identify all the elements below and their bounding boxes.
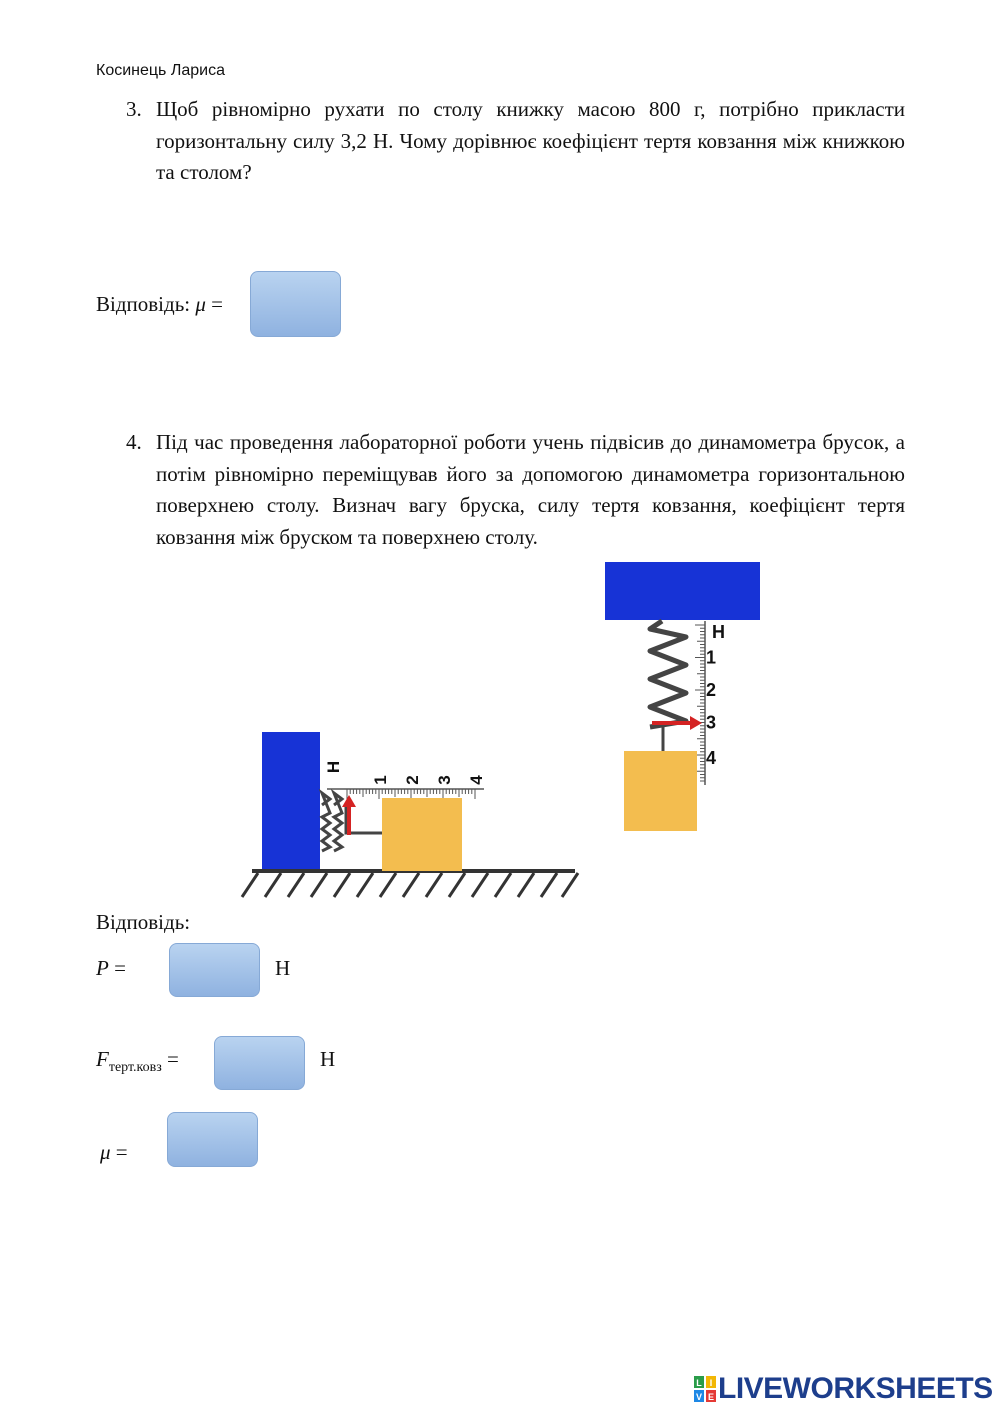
task-4-mu-label-group: [100, 1140, 128, 1165]
task-3-answer-label: Відповідь:: [96, 292, 191, 316]
task-3-number: 3.: [126, 97, 142, 121]
weight-unit: Н: [275, 956, 291, 980]
svg-text:I: I: [709, 1378, 713, 1388]
horizontal-hook: [346, 803, 382, 833]
task-3-mu-answer-box[interactable]: [250, 271, 341, 337]
horizontal-scale-label: 2: [403, 775, 422, 785]
horizontal-scale-label: 4: [467, 775, 486, 785]
weight-equals-sign: =: [114, 956, 126, 980]
svg-text:V: V: [695, 1392, 703, 1402]
horizontal-experiment: [242, 732, 578, 897]
friction-symbol: F: [96, 1047, 109, 1071]
left-support-block: [262, 732, 320, 871]
liveworksheets-brand: [694, 1372, 993, 1406]
task-3-equals-sign: =: [211, 292, 224, 316]
weight-label-group: [96, 956, 126, 981]
horizontal-scale-label: 3: [435, 775, 454, 785]
task-4-mu-symbol: μ: [100, 1140, 111, 1164]
friction-subscript: терт.ковз: [108, 1060, 162, 1075]
author-name: Косинець Лариса: [96, 62, 225, 79]
task-3-answer-label-group: [96, 292, 223, 317]
horizontal-spring: [322, 793, 330, 851]
liveworksheets-wordmark: LIVEWORKSHEETS: [718, 1372, 993, 1405]
friction-equals-sign: =: [167, 1047, 179, 1071]
horizontal-scale-unit: Н: [324, 760, 343, 774]
task-3: [96, 94, 905, 189]
horizontal-block: [382, 798, 462, 871]
vertical-scale-label: 1: [706, 647, 717, 668]
svg-text:E: E: [707, 1392, 715, 1402]
svg-text:L: L: [696, 1378, 702, 1388]
vertical-experiment: [605, 562, 760, 831]
task-3-text: Щоб рівномірно рухати по столу книжку масою 800 г, потрібно прикласти горизонтальну силу 3,2 Н. Чому дорівнює коефіцієнт тертя ковзання між книжкою та столом?: [156, 97, 905, 184]
table-hatching: [242, 873, 578, 897]
liveworksheets-logo-icon: [694, 1376, 716, 1402]
friction-label-group: [96, 1047, 179, 1075]
weight-symbol: P: [96, 956, 109, 980]
weight-answer-box[interactable]: [169, 943, 260, 997]
dynamometer-figure: [212, 555, 788, 911]
task-4-mu-answer-box[interactable]: [167, 1112, 258, 1167]
vertical-scale-label: 3: [706, 712, 717, 733]
friction-unit: Н: [320, 1047, 336, 1071]
vertical-spring: [650, 621, 686, 727]
vertical-scale-unit: Н: [712, 622, 725, 642]
horizontal-scale-label: 1: [371, 775, 390, 785]
vertical-scale-label: 4: [706, 748, 717, 768]
task-4-mu-equals-sign: =: [115, 1140, 128, 1164]
friction-answer-box[interactable]: [214, 1036, 305, 1090]
vertical-scale-label: 2: [706, 680, 717, 700]
task-4-answer-label: Відповідь:: [96, 910, 191, 934]
top-support-block: [605, 562, 760, 620]
task-4-number: 4.: [126, 430, 142, 454]
task-4: [96, 427, 905, 553]
task-3-mu-symbol: μ: [195, 292, 206, 316]
hanging-block: [624, 751, 697, 831]
task-4-text: Під час проведення лабораторної роботи учень підвісив до динамометра брусок, а потім рівномірно переміщував його за допомогою динамометра горизонтальною поверхнею столу. Визнач вагу бруска, силу тертя ковзання, коефіцієнт тертя ковзання між бруском та поверхнею столу.: [156, 430, 905, 549]
